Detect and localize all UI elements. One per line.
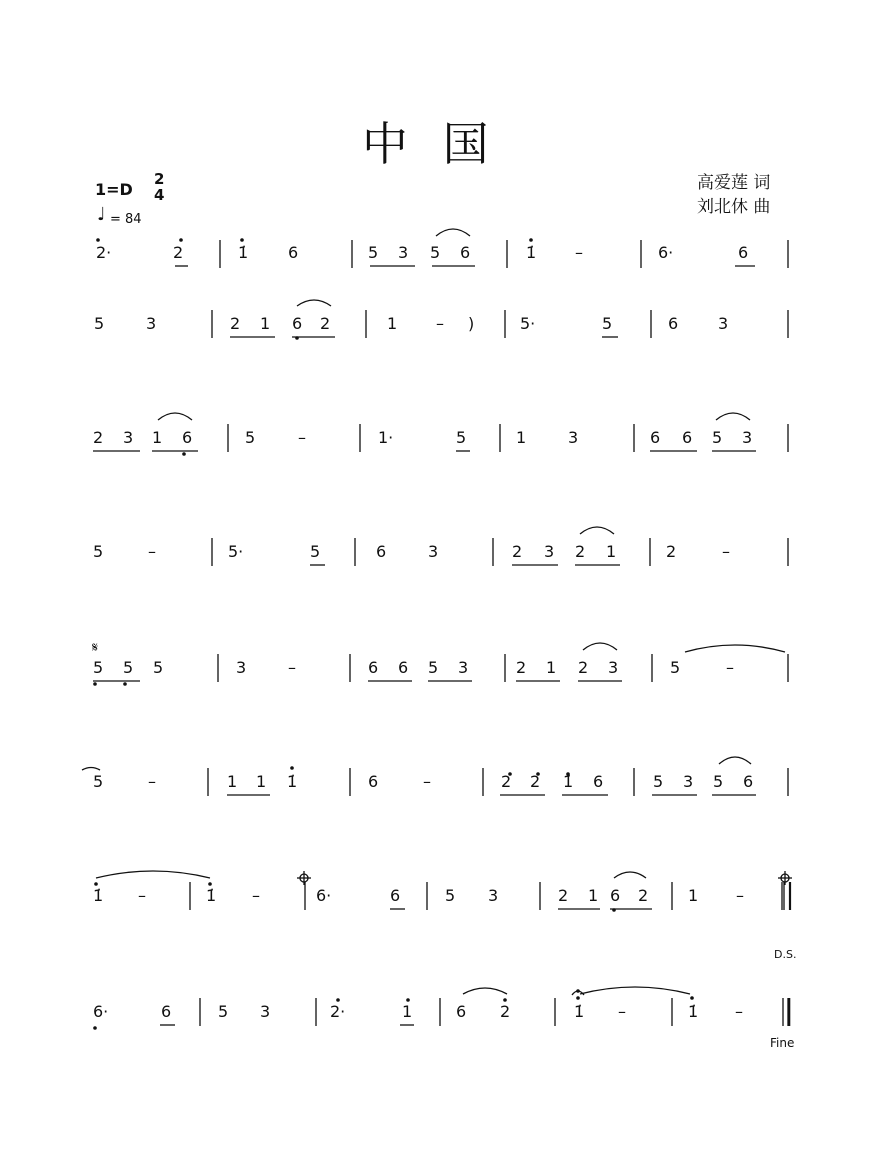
note-numeral: 2 xyxy=(230,314,241,333)
note-numeral: 5· xyxy=(228,542,244,561)
octave-dot xyxy=(290,766,294,770)
note-numeral: 6 xyxy=(610,886,621,905)
tie-slur xyxy=(614,872,646,878)
note-numeral: 3 xyxy=(568,428,579,447)
note-numeral: – xyxy=(436,314,444,333)
note-numeral: 6 xyxy=(390,886,401,905)
note-numeral: 5 xyxy=(430,243,441,262)
note-numeral: 1 xyxy=(402,1002,413,1021)
note-numeral: – xyxy=(575,243,583,262)
note-numeral: 1 xyxy=(688,886,699,905)
note-numeral: 2 xyxy=(530,772,541,791)
note-numeral: – xyxy=(288,658,296,677)
note-numeral: – xyxy=(423,772,431,791)
octave-dot xyxy=(576,996,580,1000)
note-numeral: 6 xyxy=(738,243,749,262)
note-numeral: 5 xyxy=(653,772,664,791)
tie-slur xyxy=(719,757,751,764)
note-numeral: 3 xyxy=(718,314,729,333)
note-numeral: 1 xyxy=(606,542,617,561)
note-numeral: 2 xyxy=(575,542,586,561)
note-numeral: 6 xyxy=(288,243,299,262)
note-numeral: 3 xyxy=(458,658,469,677)
octave-dots xyxy=(93,238,694,1030)
note-numeral: 2 xyxy=(320,314,331,333)
note-numeral: 1̇ xyxy=(526,243,537,262)
note-numeral: 6 xyxy=(292,314,303,333)
tie-slur xyxy=(685,645,785,652)
note-numeral: 6 xyxy=(668,314,679,333)
note-numeral: 3 xyxy=(544,542,555,561)
fine-marking: Fine xyxy=(770,1036,795,1050)
note-numeral: 6 xyxy=(743,772,754,791)
note-numeral: 1 xyxy=(588,886,599,905)
note-numeral: 2· xyxy=(96,243,112,262)
ds-marking: D.S. xyxy=(774,948,797,961)
tie-slur xyxy=(716,413,750,420)
note-numeral: – xyxy=(726,658,734,677)
tie-slur xyxy=(82,768,100,771)
note-numeral: ) xyxy=(468,314,475,333)
octave-dot xyxy=(576,989,580,993)
note-numeral: 1̇ xyxy=(688,1002,699,1021)
note-numeral: – xyxy=(148,542,156,561)
note-numeral: 1̇ xyxy=(238,243,249,262)
note-numeral: – xyxy=(148,772,156,791)
note-numeral: 6 xyxy=(460,243,471,262)
note-numeral: 1 xyxy=(387,314,398,333)
octave-dot xyxy=(123,682,127,686)
note-numeral: 3 xyxy=(146,314,157,333)
tie-slur xyxy=(158,413,192,420)
quarter-note-icon: ♩ xyxy=(97,204,106,225)
note-numeral: 2 xyxy=(93,428,104,447)
note-numeral: 6 xyxy=(456,1002,467,1021)
note-numeral: 5 xyxy=(93,658,104,677)
tie-slur xyxy=(583,643,617,650)
note-numeral: 2 xyxy=(558,886,569,905)
time-signature-bottom: 4 xyxy=(154,186,165,204)
note-numeral: 5 xyxy=(712,428,723,447)
note-numeral: 5 xyxy=(94,314,105,333)
note-numeral: 6· xyxy=(658,243,674,262)
note-numeral: 5 xyxy=(93,542,104,561)
note-numeral: 6 xyxy=(161,1002,172,1021)
note-numeral: 1· xyxy=(378,428,394,447)
tie-slur xyxy=(96,871,210,878)
note-numeral: 5 xyxy=(368,243,379,262)
tie-slur xyxy=(580,987,690,994)
octave-dot xyxy=(93,1026,97,1030)
tie-slur xyxy=(436,229,470,236)
octave-dot xyxy=(690,996,694,1000)
note-numeral: – xyxy=(252,886,260,905)
octave-dot xyxy=(179,238,183,242)
note-numeral: 3 xyxy=(683,772,694,791)
tie-slur xyxy=(297,300,331,306)
lyricist-credit: 高爱莲 词 xyxy=(697,173,771,193)
note-numeral: 5 xyxy=(123,658,134,677)
note-numeral: 5 xyxy=(602,314,613,333)
note-numeral: 1 xyxy=(256,772,267,791)
note-numeral: 6 xyxy=(376,542,387,561)
note-numeral: 1̇ xyxy=(574,1002,585,1021)
octave-dot xyxy=(240,238,244,242)
note-numeral: 3 xyxy=(398,243,409,262)
note-numeral: 5 xyxy=(445,886,456,905)
note-numeral: 5 xyxy=(456,428,467,447)
note-numeral: 1̇ xyxy=(563,772,574,791)
note-numeral: 6 xyxy=(368,658,379,677)
note-numeral: 6 xyxy=(593,772,604,791)
note-numeral: 1̇ xyxy=(93,886,104,905)
staff-marks xyxy=(82,229,792,1026)
octave-dot xyxy=(612,908,616,912)
note-numeral: 2 xyxy=(516,658,527,677)
octave-dot xyxy=(93,682,97,686)
note-numeral: 1̇ xyxy=(206,886,217,905)
note-numeral: 3 xyxy=(260,1002,271,1021)
note-numeral: 3 xyxy=(123,428,134,447)
note-numeral: 1̇ xyxy=(287,772,298,791)
note-numeral: 2 xyxy=(638,886,649,905)
note-numeral: 1 xyxy=(546,658,557,677)
note-numeral: – xyxy=(735,1002,743,1021)
octave-dot xyxy=(295,336,299,340)
time-signature-top: 2 xyxy=(154,170,165,188)
note-numeral: 5 xyxy=(310,542,321,561)
composer-credit: 刘北休 曲 xyxy=(697,197,771,217)
note-numeral: 2 xyxy=(500,1002,511,1021)
octave-dot xyxy=(96,238,100,242)
note-numeral: 6 xyxy=(398,658,409,677)
note-numeral: 5 xyxy=(245,428,256,447)
note-numeral: 5 xyxy=(153,658,164,677)
note-numeral: 5· xyxy=(520,314,536,333)
note-numeral: 6 xyxy=(182,428,193,447)
note-numeral: – xyxy=(298,428,306,447)
note-numeral: 6· xyxy=(316,886,332,905)
note-numeral: 5 xyxy=(218,1002,229,1021)
note-numeral: 3 xyxy=(742,428,753,447)
note-numeral: – xyxy=(722,542,730,561)
tie-slur xyxy=(580,527,614,534)
note-numeral: 1 xyxy=(152,428,163,447)
note-numeral: – xyxy=(138,886,146,905)
note-numeral: – xyxy=(736,886,744,905)
tempo-marking: = 84 xyxy=(110,212,142,227)
note-numeral: 2· xyxy=(330,1002,346,1021)
segno-icon: 𝄋 xyxy=(92,640,99,656)
note-numeral: 1 xyxy=(227,772,238,791)
note-numeral: 6 xyxy=(682,428,693,447)
note-numeral: 5 xyxy=(93,772,104,791)
note-numeral: 1 xyxy=(260,314,271,333)
note-numeral: 6· xyxy=(93,1002,109,1021)
octave-dot xyxy=(529,238,533,242)
note-numeral: 5 xyxy=(713,772,724,791)
tie-slur xyxy=(463,988,507,994)
note-numeral: 6 xyxy=(650,428,661,447)
note-numeral: 2 xyxy=(666,542,677,561)
note-numeral: 6 xyxy=(368,772,379,791)
note-numeral: 5 xyxy=(670,658,681,677)
note-numeral: 2 xyxy=(173,243,184,262)
note-numeral: 2 xyxy=(512,542,523,561)
note-numeral: 1 xyxy=(516,428,527,447)
note-numeral: 5 xyxy=(428,658,439,677)
note-numeral: 3 xyxy=(428,542,439,561)
page-title: 中 国 xyxy=(362,117,499,171)
octave-dot xyxy=(182,452,186,456)
note-numeral: 3 xyxy=(608,658,619,677)
note-numeral: 3 xyxy=(488,886,499,905)
note-numeral: 3 xyxy=(236,658,247,677)
note-numeral: 2 xyxy=(578,658,589,677)
note-numeral: 2 xyxy=(501,772,512,791)
key-signature: 1=D xyxy=(95,180,133,199)
note-numeral: – xyxy=(618,1002,626,1021)
